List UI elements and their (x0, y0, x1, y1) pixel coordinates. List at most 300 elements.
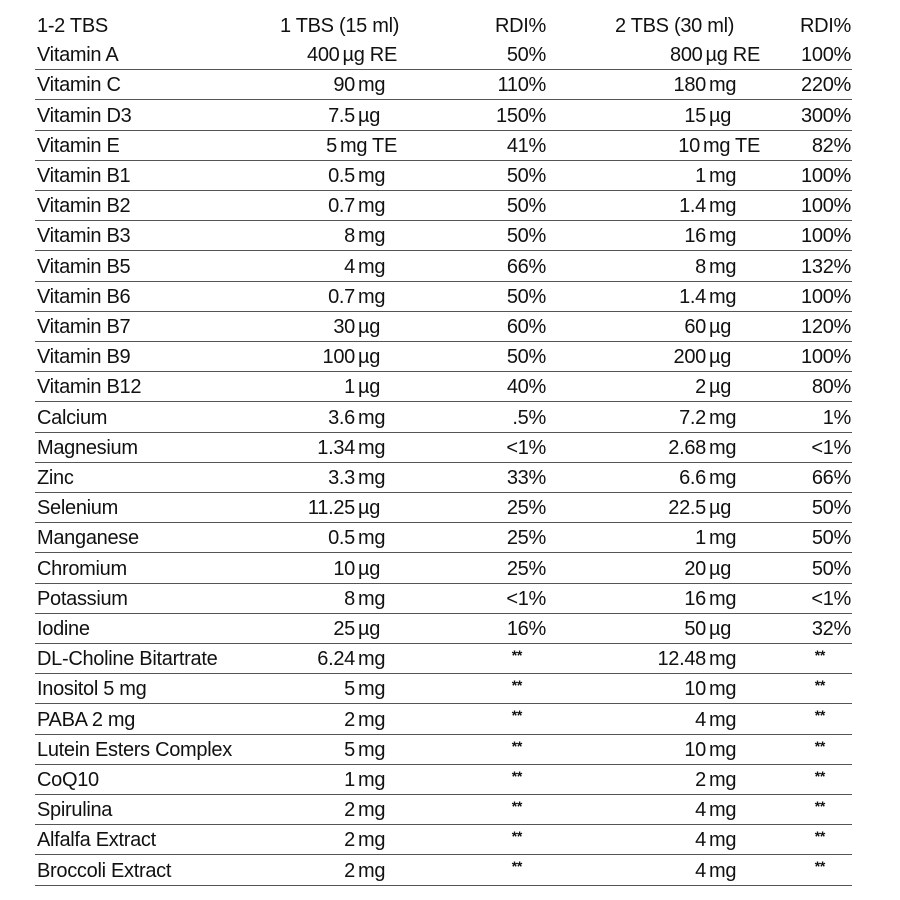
amount-1-tbs-unit: µg (358, 557, 381, 580)
amount-2-tbs-value: 12.48 (657, 648, 706, 671)
amount-2-tbs (590, 735, 760, 764)
amount-2-tbs-unit: mg (709, 678, 737, 701)
amount-2-tbs-unit: mg (709, 74, 737, 97)
rdi-1-tbs (420, 372, 546, 401)
rdi-2-tbs (765, 614, 851, 643)
rdi-2-tbs-value: <1% (811, 587, 851, 610)
amount-1-tbs-unit: µg (358, 617, 381, 640)
rdi-1-tbs (420, 735, 546, 764)
rdi-2-tbs (765, 735, 851, 764)
rdi-1-tbs (420, 40, 546, 69)
amount-2-tbs-unit: mg (709, 829, 737, 852)
rdi-1-tbs-value: ** (511, 677, 522, 694)
table-row (35, 644, 852, 674)
amount-1-tbs (267, 282, 397, 311)
nutrient-name: DL-Choline Bitartrate (37, 648, 218, 671)
amount-1-tbs-unit: mg (358, 768, 386, 791)
rdi-1-tbs (420, 312, 546, 341)
amount-1-tbs-unit: mg (358, 708, 386, 731)
rdi-1-tbs-value: 50% (506, 285, 546, 308)
nutrient-name: Spirulina (37, 799, 113, 822)
amount-2-tbs-value: 2 (695, 768, 706, 791)
amount-1-tbs (267, 463, 397, 492)
rdi-2-tbs (765, 372, 851, 401)
amount-2-tbs-unit: mg (709, 768, 737, 791)
amount-1-tbs-unit: mg (358, 466, 386, 489)
amount-1-tbs-value: 8 (344, 225, 355, 248)
rdi-1-tbs-value: 25% (506, 497, 546, 520)
rdi-2-tbs (765, 433, 851, 462)
header-dose-1: 1 TBS (15 ml) (280, 15, 400, 37)
amount-1-tbs-value: 5 (344, 678, 355, 701)
amount-2-tbs-unit: mg TE (702, 134, 760, 157)
amount-1-tbs-unit: mg (358, 436, 386, 459)
amount-1-tbs-unit: mg (358, 829, 386, 852)
rdi-1-tbs-value: ** (511, 647, 522, 663)
amount-1-tbs-unit: mg (358, 738, 386, 761)
amount-1-tbs-unit: mg (358, 678, 386, 701)
rdi-1-tbs (420, 342, 546, 371)
table-row (35, 312, 852, 342)
rdi-1-tbs-value: 41% (506, 134, 546, 157)
amount-1-tbs-unit: mg (358, 164, 386, 187)
amount-2-tbs-value: 7.2 (679, 406, 706, 429)
amount-1-tbs (267, 312, 397, 341)
amount-2-tbs-value: 10 (684, 738, 706, 761)
amount-2-tbs (590, 644, 760, 673)
nutrient-name: Vitamin A (37, 44, 119, 67)
amount-2-tbs (590, 40, 760, 69)
rdi-1-tbs (420, 463, 546, 492)
nutrient-name: Vitamin B12 (37, 376, 142, 399)
rdi-1-tbs-value: ** (511, 798, 522, 814)
amount-2-tbs (590, 251, 760, 280)
table-row (35, 372, 852, 402)
rdi-2-tbs (765, 100, 851, 129)
amount-2-tbs-value: 1.4 (679, 285, 706, 308)
amount-2-tbs (590, 372, 760, 401)
amount-2-tbs-value: 4 (695, 829, 706, 852)
amount-2-tbs (590, 584, 760, 613)
amount-2-tbs (590, 614, 760, 643)
rdi-2-tbs-value: ** (814, 677, 825, 694)
nutrient-name: CoQ10 (37, 768, 99, 791)
nutrient-name: Zinc (37, 466, 74, 489)
rdi-1-tbs (420, 251, 546, 280)
amount-2-tbs-value: 60 (684, 315, 706, 338)
nutrient-name: Vitamin B7 (37, 315, 131, 338)
amount-2-tbs (590, 795, 760, 824)
table-row (35, 251, 852, 281)
amount-2-tbs (590, 463, 760, 492)
rdi-1-tbs (420, 674, 546, 703)
rdi-2-tbs-value: 120% (801, 315, 851, 338)
rdi-1-tbs-value: 33% (506, 466, 546, 489)
rdi-2-tbs-value: 100% (801, 285, 851, 308)
rdi-1-tbs (420, 614, 546, 643)
rdi-1-tbs (420, 433, 546, 462)
amount-1-tbs (267, 584, 397, 613)
rdi-2-tbs (765, 463, 851, 492)
amount-2-tbs (590, 312, 760, 341)
amount-1-tbs (267, 644, 397, 673)
rdi-1-tbs (420, 191, 546, 220)
amount-2-tbs-unit: mg (709, 648, 737, 671)
rdi-2-tbs (765, 825, 851, 854)
rdi-1-tbs-value: <1% (506, 587, 546, 610)
amount-1-tbs (267, 342, 397, 371)
amount-1-tbs-unit: mg (358, 648, 386, 671)
rdi-1-tbs-value: ** (511, 858, 522, 875)
rdi-2-tbs-value: ** (814, 798, 825, 814)
amount-1-tbs (267, 161, 397, 190)
rdi-1-tbs-value: 50% (506, 195, 546, 218)
amount-1-tbs (267, 553, 397, 582)
rdi-1-tbs (420, 70, 546, 99)
amount-1-tbs (267, 735, 397, 764)
nutrient-name: Selenium (37, 497, 118, 520)
amount-1-tbs (267, 795, 397, 824)
amount-2-tbs (590, 704, 760, 733)
table-row (35, 100, 852, 130)
amount-1-tbs-value: 10 (333, 557, 355, 580)
rdi-2-tbs-value: 300% (801, 104, 851, 127)
amount-2-tbs-unit: mg (709, 859, 737, 882)
rdi-1-tbs-value: .5% (512, 406, 546, 429)
nutrient-name: Vitamin B3 (37, 225, 131, 248)
rdi-2-tbs (765, 402, 851, 431)
amount-2-tbs-value: 10 (678, 134, 700, 157)
amount-2-tbs-unit: µg (709, 557, 732, 580)
amount-2-tbs-value: 2.68 (668, 436, 706, 459)
table-row (35, 70, 852, 100)
table-row (35, 553, 852, 583)
rdi-2-tbs-value: ** (814, 737, 825, 754)
amount-2-tbs (590, 825, 760, 854)
rdi-2-tbs-value: 50% (811, 527, 851, 550)
table-row (35, 342, 852, 372)
amount-1-tbs-value: 400 (307, 44, 340, 67)
rdi-2-tbs-value: 100% (801, 195, 851, 218)
nutrient-name: Vitamin D3 (37, 104, 132, 127)
rdi-1-tbs-value: 40% (506, 376, 546, 399)
amount-1-tbs (267, 100, 397, 129)
amount-1-tbs-value: 5 (344, 738, 355, 761)
table-row (35, 855, 852, 885)
nutrient-name: Vitamin B9 (37, 346, 131, 369)
rdi-1-tbs-value: ** (511, 737, 522, 754)
nutrient-name: Vitamin E (37, 134, 120, 157)
amount-1-tbs-value: 8 (344, 587, 355, 610)
amount-2-tbs-value: 22.5 (668, 497, 706, 520)
amount-2-tbs (590, 553, 760, 582)
amount-1-tbs-unit: mg (358, 587, 386, 610)
amount-1-tbs (267, 704, 397, 733)
rdi-2-tbs (765, 161, 851, 190)
amount-1-tbs (267, 372, 397, 401)
amount-2-tbs-unit: µg (709, 617, 732, 640)
amount-2-tbs (590, 674, 760, 703)
table-row (35, 463, 852, 493)
amount-1-tbs-value: 0.7 (328, 285, 355, 308)
amount-1-tbs-value: 2 (344, 829, 355, 852)
amount-2-tbs (590, 221, 760, 250)
amount-1-tbs-value: 0.5 (328, 527, 355, 550)
amount-2-tbs (590, 523, 760, 552)
amount-1-tbs-value: 1 (344, 768, 355, 791)
rdi-1-tbs (420, 553, 546, 582)
amount-1-tbs (267, 614, 397, 643)
amount-1-tbs-value: 1.34 (317, 436, 355, 459)
header-dose-2: 2 TBS (30 ml) (615, 15, 735, 37)
amount-2-tbs-value: 10 (684, 678, 706, 701)
rdi-2-tbs (765, 251, 851, 280)
rdi-1-tbs-value: 25% (506, 527, 546, 550)
amount-2-tbs (590, 282, 760, 311)
amount-1-tbs-unit: µg (358, 346, 381, 369)
rdi-1-tbs-value: 150% (496, 104, 546, 127)
rdi-2-tbs (765, 523, 851, 552)
table-row (35, 674, 852, 704)
table-row (35, 40, 852, 70)
rdi-2-tbs (765, 584, 851, 613)
rdi-2-tbs-value: 100% (801, 346, 851, 369)
amount-2-tbs-unit: mg (709, 738, 737, 761)
rdi-1-tbs (420, 825, 546, 854)
amount-1-tbs (267, 523, 397, 552)
amount-1-tbs (267, 402, 397, 431)
amount-2-tbs-unit: mg (709, 799, 737, 822)
amount-1-tbs-unit: µg (358, 497, 381, 520)
amount-1-tbs-value: 1 (344, 376, 355, 399)
amount-1-tbs-value: 6.24 (317, 648, 355, 671)
rdi-2-tbs (765, 674, 851, 703)
amount-2-tbs-unit: mg (709, 195, 737, 218)
amount-2-tbs-value: 200 (673, 346, 706, 369)
table-row (35, 493, 852, 523)
nutrient-name: Manganese (37, 527, 139, 550)
rdi-1-tbs-value: 50% (506, 225, 546, 248)
amount-1-tbs-unit: mg (358, 225, 386, 248)
rdi-2-tbs (765, 312, 851, 341)
rdi-2-tbs-value: 66% (811, 466, 851, 489)
table-row (35, 161, 852, 191)
amount-1-tbs-value: 2 (344, 859, 355, 882)
rdi-1-tbs-value: <1% (506, 436, 546, 459)
amount-2-tbs-value: 20 (684, 557, 706, 580)
rdi-1-tbs (420, 161, 546, 190)
rdi-2-tbs (765, 131, 851, 160)
amount-2-tbs (590, 765, 760, 794)
amount-2-tbs-unit: mg (709, 587, 737, 610)
rdi-2-tbs-value: 82% (811, 134, 851, 157)
table-row (35, 765, 852, 795)
amount-2-tbs-unit: mg (709, 436, 737, 459)
rdi-1-tbs (420, 493, 546, 522)
amount-1-tbs-value: 11.25 (307, 497, 355, 520)
rdi-2-tbs-value: <1% (811, 436, 851, 459)
rdi-1-tbs-value: ** (511, 707, 522, 724)
table-row (35, 282, 852, 312)
amount-2-tbs (590, 70, 760, 99)
amount-1-tbs-value: 5 (326, 134, 337, 157)
rdi-2-tbs-value: 80% (811, 376, 851, 399)
rdi-2-tbs-value: ** (814, 707, 825, 724)
amount-1-tbs-unit: mg (358, 285, 386, 308)
amount-2-tbs-value: 15 (684, 104, 706, 127)
amount-1-tbs-unit: mg (358, 799, 386, 822)
amount-1-tbs (267, 765, 397, 794)
amount-1-tbs-value: 25 (333, 617, 355, 640)
rdi-2-tbs-value: 220% (801, 74, 851, 97)
table-row (35, 795, 852, 825)
amount-2-tbs-unit: mg (709, 708, 737, 731)
amount-1-tbs (267, 191, 397, 220)
amount-2-tbs (590, 161, 760, 190)
amount-2-tbs-unit: µg (709, 497, 732, 520)
nutrient-name: Magnesium (37, 436, 138, 459)
rdi-1-tbs (420, 402, 546, 431)
amount-1-tbs (267, 674, 397, 703)
rdi-2-tbs (765, 644, 851, 673)
rdi-1-tbs-value: 50% (506, 164, 546, 187)
amount-2-tbs-value: 1 (695, 527, 706, 550)
amount-1-tbs-value: 90 (333, 74, 355, 97)
rdi-1-tbs-value: 110% (497, 74, 546, 97)
rdi-1-tbs (420, 523, 546, 552)
amount-2-tbs-unit: mg (709, 406, 737, 429)
amount-2-tbs-value: 6.6 (679, 466, 706, 489)
table-row (35, 191, 852, 221)
amount-1-tbs-value: 7.5 (328, 104, 355, 127)
rdi-2-tbs-value: 50% (811, 557, 851, 580)
rdi-2-tbs (765, 765, 851, 794)
rdi-2-tbs (765, 40, 851, 69)
nutrient-name: Vitamin C (37, 74, 121, 97)
amount-1-tbs (267, 70, 397, 99)
rdi-2-tbs (765, 493, 851, 522)
table-row (35, 433, 852, 463)
amount-1-tbs-unit: µg (358, 376, 381, 399)
rdi-1-tbs (420, 221, 546, 250)
table-row (35, 523, 852, 553)
amount-2-tbs-value: 16 (684, 587, 706, 610)
amount-2-tbs-value: 4 (695, 799, 706, 822)
rdi-2-tbs (765, 282, 851, 311)
amount-1-tbs (267, 433, 397, 462)
amount-1-tbs (267, 251, 397, 280)
amount-1-tbs-value: 30 (333, 315, 355, 338)
nutrient-name: Vitamin B5 (37, 255, 131, 278)
rdi-2-tbs-value: 1% (822, 406, 851, 429)
rdi-2-tbs-value: ** (814, 767, 825, 784)
amount-1-tbs-unit: mg (358, 255, 386, 278)
rdi-1-tbs-value: 60% (506, 315, 546, 338)
amount-1-tbs-value: 3.3 (328, 466, 355, 489)
table-row (35, 584, 852, 614)
amount-2-tbs (590, 191, 760, 220)
rdi-1-tbs-value: 50% (506, 44, 546, 67)
amount-2-tbs (590, 131, 760, 160)
rdi-2-tbs-value: 100% (801, 44, 851, 67)
amount-1-tbs-value: 2 (344, 708, 355, 731)
amount-2-tbs-unit: mg (709, 255, 737, 278)
nutrient-name: Inositol 5 mg (37, 678, 147, 701)
nutrient-name: Vitamin B6 (37, 285, 131, 308)
rdi-2-tbs (765, 191, 851, 220)
amount-1-tbs (267, 131, 397, 160)
table-row (35, 614, 852, 644)
amount-2-tbs-value: 180 (673, 74, 706, 97)
amount-1-tbs-unit: µg (358, 104, 381, 127)
amount-1-tbs-unit: mg (358, 406, 386, 429)
nutrient-name: Broccoli Extract (37, 859, 172, 882)
rdi-2-tbs (765, 855, 851, 884)
rdi-1-tbs-value: 50% (506, 346, 546, 369)
amount-1-tbs (267, 825, 397, 854)
amount-2-tbs-value: 50 (684, 617, 706, 640)
amount-2-tbs-value: 16 (684, 225, 706, 248)
amount-2-tbs-value: 4 (695, 859, 706, 882)
rdi-1-tbs (420, 795, 546, 824)
rdi-2-tbs-value: ** (814, 828, 825, 845)
table-header (35, 10, 852, 40)
amount-2-tbs (590, 100, 760, 129)
table-row (35, 221, 852, 251)
rdi-2-tbs (765, 221, 851, 250)
header-serving: 1-2 TBS (37, 15, 108, 37)
amount-2-tbs-unit: µg (709, 346, 732, 369)
rdi-2-tbs (765, 795, 851, 824)
rdi-2-tbs (765, 70, 851, 99)
amount-1-tbs-unit: mg (358, 74, 386, 97)
rdi-1-tbs-value: 16% (506, 617, 546, 640)
amount-2-tbs-value: 800 (670, 44, 703, 67)
rdi-2-tbs-value: 100% (801, 225, 851, 248)
amount-1-tbs (267, 40, 397, 69)
table-row (35, 825, 852, 855)
amount-2-tbs (590, 855, 760, 884)
table-row (35, 704, 852, 734)
amount-1-tbs (267, 855, 397, 884)
nutrient-name: Lutein Esters Complex (37, 738, 232, 761)
amount-1-tbs (267, 221, 397, 250)
nutrient-name: Vitamin B1 (37, 164, 131, 187)
rdi-2-tbs (765, 704, 851, 733)
rdi-1-tbs-value: 66% (506, 255, 546, 278)
table-row (35, 131, 852, 161)
amount-1-tbs-value: 0.7 (328, 195, 355, 218)
amount-1-tbs-unit: µg (358, 315, 381, 338)
amount-2-tbs-unit: µg RE (705, 44, 760, 67)
amount-1-tbs-value: 2 (344, 799, 355, 822)
rdi-2-tbs-value: ** (814, 858, 825, 875)
amount-1-tbs (267, 493, 397, 522)
amount-2-tbs-unit: mg (709, 527, 737, 550)
rdi-1-tbs-value: ** (511, 767, 522, 784)
nutrient-name: PABA 2 mg (37, 708, 136, 731)
amount-2-tbs-value: 1.4 (679, 195, 706, 218)
amount-1-tbs-value: 3.6 (328, 406, 355, 429)
nutrient-name: Vitamin B2 (37, 195, 131, 218)
rdi-1-tbs (420, 131, 546, 160)
rdi-2-tbs-value: 100% (801, 164, 851, 187)
amount-1-tbs-unit: mg (358, 859, 386, 882)
table-row (35, 735, 852, 765)
amount-2-tbs (590, 342, 760, 371)
rdi-2-tbs (765, 342, 851, 371)
amount-1-tbs-value: 4 (344, 255, 355, 278)
